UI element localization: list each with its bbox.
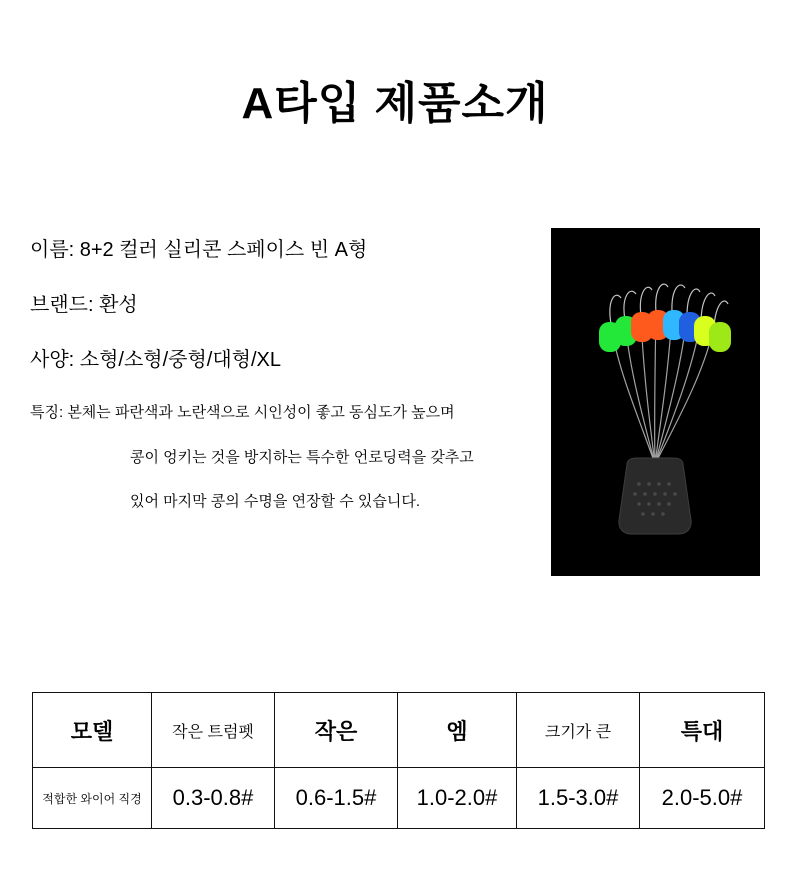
table-header-extra-large: 특대 [640,693,765,768]
spec-table [32,692,765,829]
table-header-model: 모델 [33,693,152,768]
table-cell-small: 0.6-1.5# [275,768,398,829]
table-cell-m: 1.0-2.0# [398,768,517,829]
table-header-m: 엠 [398,693,517,768]
table-cell-extra-large: 2.0-5.0# [640,768,765,829]
product-feature-block [30,403,520,512]
table-cell-large: 1.5-3.0# [517,768,640,829]
feature-line-2: 콩이 엉키는 것을 방지하는 특수한 언로딩력을 갖추고 [130,448,474,466]
table-header-small: 작은 [275,693,398,768]
product-name-line: 이름: 8+2 컬러 실리콘 스페이스 빈 A형 [30,239,368,261]
feature-line-1: 특징: 본체는 파란색과 노란색으로 시인성이 좋고 동심도가 높으며 [30,404,455,421]
spec-table-wrapper [32,692,758,829]
product-photo [551,228,760,576]
table-cell-small-trumpet: 0.3-0.8# [152,768,275,829]
product-photo-illustration [551,228,760,576]
feature-line-3: 있어 마지막 콩의 수명을 연장할 수 있습니다. [130,493,420,510]
product-info-block [30,238,520,537]
table-row-label: 적합한 와이어 직경 [33,768,152,829]
page-title: A타입 제품소개 [241,79,549,128]
table-header-small-trumpet: 작은 트럼펫 [152,693,275,768]
table-row [33,768,765,829]
product-brand-line: 브랜드: 환성 [30,294,138,316]
product-spec-line: 사양: 소형/소형/중형/대형/XL [30,349,282,371]
table-header-large: 크기가 큰 [517,693,640,768]
table-header-row [33,693,765,768]
